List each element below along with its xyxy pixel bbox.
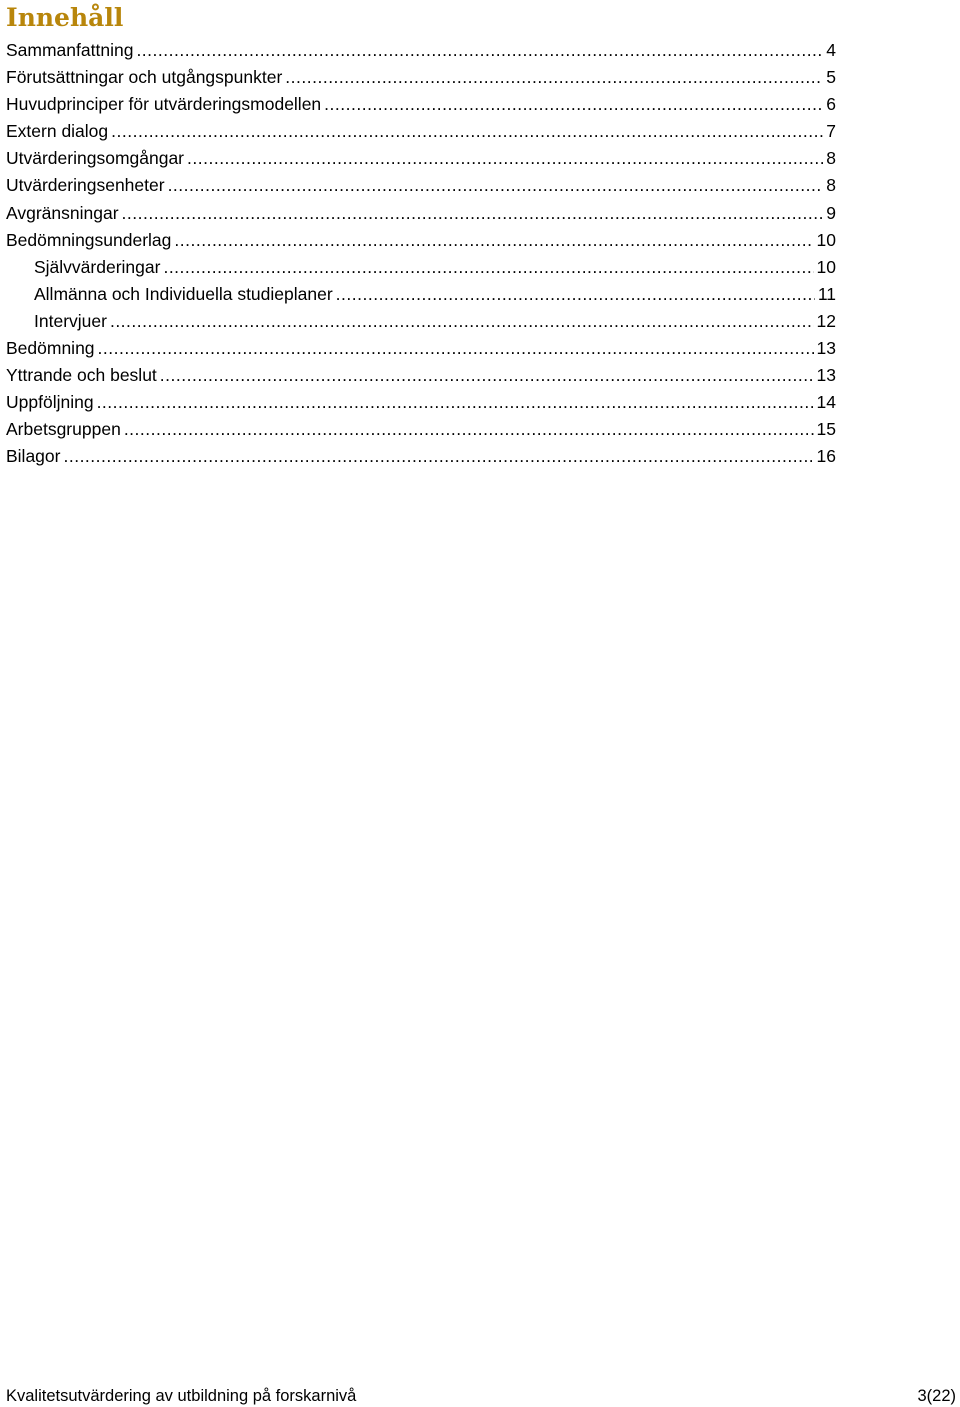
toc-entry-label: Extern dialog: [6, 121, 109, 142]
toc-entry-page: 7: [826, 121, 836, 142]
toc-dot-leader: [124, 416, 814, 443]
toc-entry-intervjuer[interactable]: [0, 308, 836, 335]
toc-dot-leader: [136, 37, 823, 64]
toc-dot-leader: [111, 118, 823, 145]
toc-dot-leader: [63, 443, 813, 470]
toc-entry-label: Intervjuer: [34, 310, 107, 331]
toc-entry-label: Arbetsgruppen: [6, 419, 121, 440]
toc-entry-yttrande[interactable]: [0, 362, 836, 389]
toc-dot-leader: [97, 389, 814, 416]
toc-dot-leader: [174, 227, 813, 254]
toc-dot-leader: [187, 145, 823, 172]
toc-entry-label: Utvärderingsomgångar: [6, 148, 185, 169]
toc-entry-label: Bilagor: [6, 446, 61, 467]
toc-entry-label: Sammanfattning: [6, 40, 134, 60]
toc-entry-extern-dialog[interactable]: [0, 118, 836, 145]
toc-dot-leader: [336, 281, 815, 308]
toc-entry-uppfoljning[interactable]: [0, 389, 836, 416]
toc-entry-page: 13: [816, 338, 836, 359]
toc-entry-label: Yttrande och beslut: [6, 365, 157, 386]
toc-entry-label: Bedömningsunderlag: [6, 229, 172, 250]
table-of-contents: [0, 37, 836, 471]
toc-entry-label: Förutsättningar och utgångspunkter: [6, 67, 283, 88]
toc-entry-page: 10: [816, 256, 836, 277]
page-title: Innehåll: [6, 3, 124, 32]
toc-entry-page: 10: [816, 229, 836, 250]
toc-entry-page: 5: [826, 67, 836, 88]
toc-entry-bilagor[interactable]: [0, 443, 836, 470]
toc-dot-leader: [324, 91, 823, 118]
toc-entry-sammanfattning[interactable]: [0, 37, 836, 64]
toc-entry-label: Självvärderingar: [34, 256, 161, 277]
toc-entry-page: 12: [816, 310, 836, 331]
toc-entry-label: Allmänna och Individuella studieplaner: [34, 283, 333, 304]
toc-entry-page: 4: [826, 40, 836, 60]
toc-entry-label: Huvudprinciper för utvärderingsmodellen: [6, 94, 322, 115]
toc-entry-page: 14: [816, 392, 836, 413]
toc-entry-page: 15: [816, 419, 836, 440]
toc-entry-utvarderingsenheter[interactable]: [0, 172, 836, 199]
toc-entry-utvarderingsomgangar[interactable]: [0, 145, 836, 172]
toc-entry-page: 11: [817, 283, 836, 304]
toc-entry-bedomning[interactable]: [0, 335, 836, 362]
toc-entry-sjalvvarderingar[interactable]: [0, 254, 836, 281]
page-footer: [6, 1385, 956, 1407]
footer-document-title: Kvalitetsutvärdering av utbildning på forskarnivå: [6, 1387, 357, 1405]
toc-entry-label: Avgränsningar: [6, 202, 119, 223]
toc-dot-leader: [168, 172, 824, 199]
toc-entry-huvudprinciper[interactable]: [0, 91, 836, 118]
toc-dot-leader: [122, 200, 824, 227]
toc-entry-page: 8: [826, 148, 836, 169]
footer-page-number: 3(22): [917, 1387, 956, 1405]
toc-entry-avgransningar[interactable]: [0, 200, 836, 227]
toc-entry-page: 6: [826, 94, 836, 115]
toc-entry-arbetsgruppen[interactable]: [0, 416, 836, 443]
toc-entry-label: Bedömning: [6, 338, 95, 359]
toc-entry-page: 9: [826, 202, 836, 223]
toc-dot-leader: [160, 362, 814, 389]
toc-dot-leader: [163, 254, 813, 281]
toc-dot-leader: [98, 335, 814, 362]
toc-entry-studieplaner[interactable]: [0, 281, 836, 308]
toc-entry-label: Utvärderingsenheter: [6, 175, 165, 196]
toc-dot-leader: [285, 64, 823, 91]
toc-entry-page: 13: [816, 365, 836, 386]
toc-dot-leader: [110, 308, 814, 335]
toc-entry-bedomningsunderlag[interactable]: [0, 227, 836, 254]
toc-entry-page: 16: [816, 446, 836, 467]
toc-entry-page: 8: [826, 175, 836, 196]
toc-entry-label: Uppföljning: [6, 392, 94, 413]
toc-entry-forutsattningar[interactable]: [0, 64, 836, 91]
